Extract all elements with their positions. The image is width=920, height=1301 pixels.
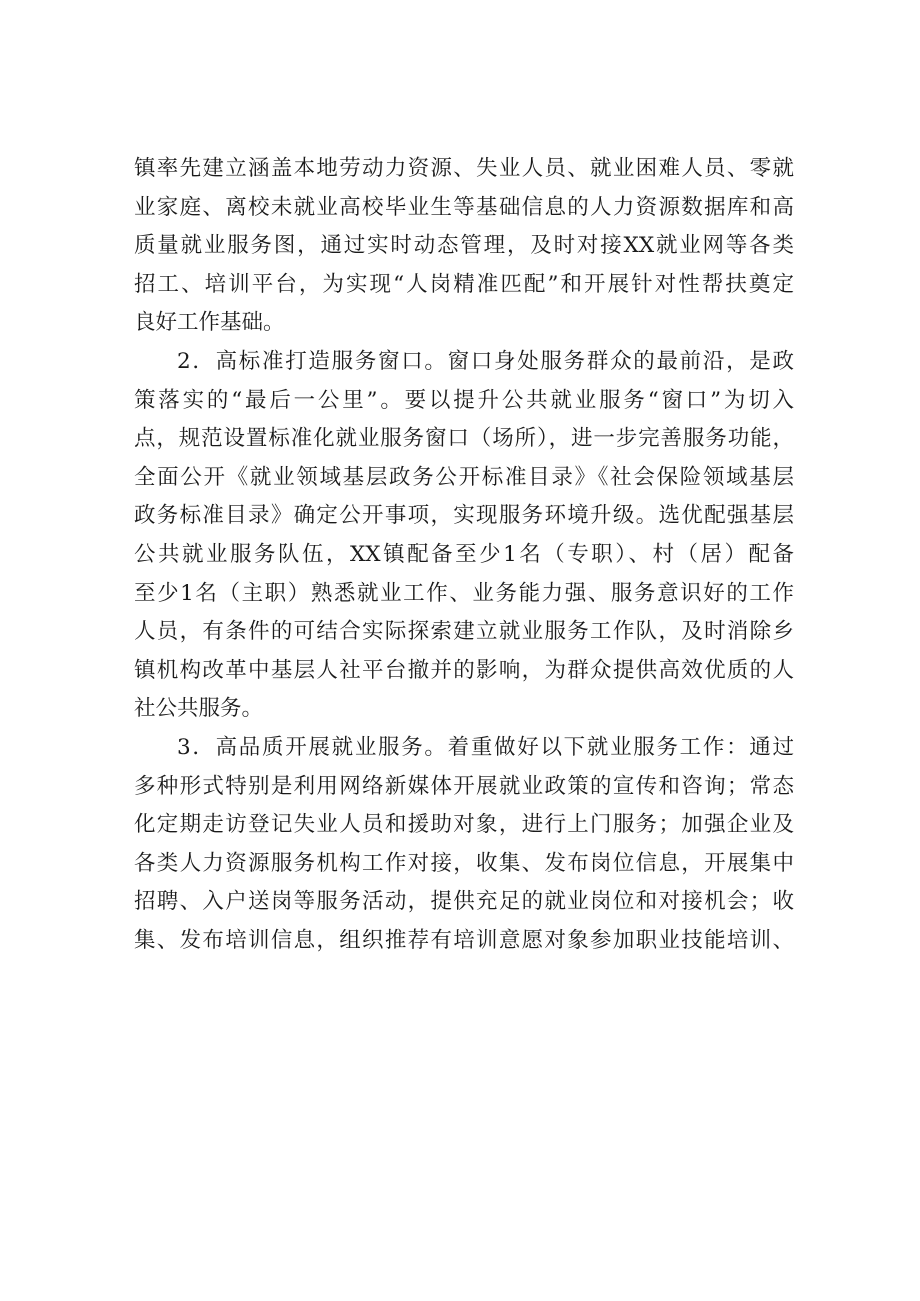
paragraph-1 bbox=[134, 150, 794, 343]
text-line: 全面公开《就业领域基层政务公开标准目录》《社会保险领域基层 bbox=[134, 464, 794, 490]
text-line: 政务标准目录》确定公开事项，实现服务环境升级。选优配强基层 bbox=[134, 503, 794, 529]
text-line: 2．高标准打造服务窗口。窗口身处服务群众的最前沿，是政 bbox=[177, 348, 794, 374]
text-line: 良好工作基础。 bbox=[134, 310, 285, 336]
document-body bbox=[134, 150, 794, 960]
text-line: 各类人力资源服务机构工作对接，收集、发布岗位信息，开展集中 bbox=[134, 850, 794, 876]
text-line: 业家庭、离校未就业高校毕业生等基础信息的人力资源数据库和高 bbox=[134, 194, 794, 220]
text-line: 多种形式特别是利用网络新媒体开展就业政策的宣传和咨询；常态 bbox=[134, 773, 794, 799]
text-line: 策落实的“最后一公里”。要以提升公共就业服务“窗口”为切入 bbox=[134, 387, 794, 413]
text-line: 至少1名（主职）熟悉就业工作、业务能力强、服务意识好的工作 bbox=[134, 580, 794, 606]
paragraph-3 bbox=[134, 729, 794, 961]
text-line: 镇率先建立涵盖本地劳动力资源、失业人员、就业困难人员、零就 bbox=[134, 156, 794, 181]
text-line: 人员，有条件的可结合实际探索建立就业服务工作队，及时消除乡 bbox=[134, 619, 794, 645]
text-line: 招聘、入户送岗等服务活动，提供充足的就业岗位和对接机会；收 bbox=[134, 889, 794, 915]
text-line: 公共就业服务队伍，XX镇配备至少1名（专职）、村（居）配备 bbox=[134, 541, 794, 567]
text-line: 点，规范设置标准化就业服务窗口（场所），进一步完善服务功能， bbox=[134, 426, 794, 452]
text-line: 集、发布培训信息，组织推荐有培训意愿对象参加职业技能培训、 bbox=[134, 927, 794, 953]
text-line: 社公共服务。 bbox=[134, 696, 264, 722]
paragraph-2 bbox=[134, 343, 794, 729]
text-line: 化定期走访登记失业人员和援助对象，进行上门服务；加强企业及 bbox=[134, 812, 794, 838]
text-line: 3．高品质开展就业服务。着重做好以下就业服务工作：通过 bbox=[177, 734, 794, 760]
text-line: 质量就业服务图，通过实时动态管理，及时对接XX就业网等各类 bbox=[134, 233, 794, 259]
text-line: 招工、培训平台，为实现“人岗精准匹配”和开展针对性帮扶奠定 bbox=[134, 271, 794, 297]
text-line: 镇机构改革中基层人社平台撤并的影响，为群众提供高效优质的人 bbox=[134, 657, 794, 683]
